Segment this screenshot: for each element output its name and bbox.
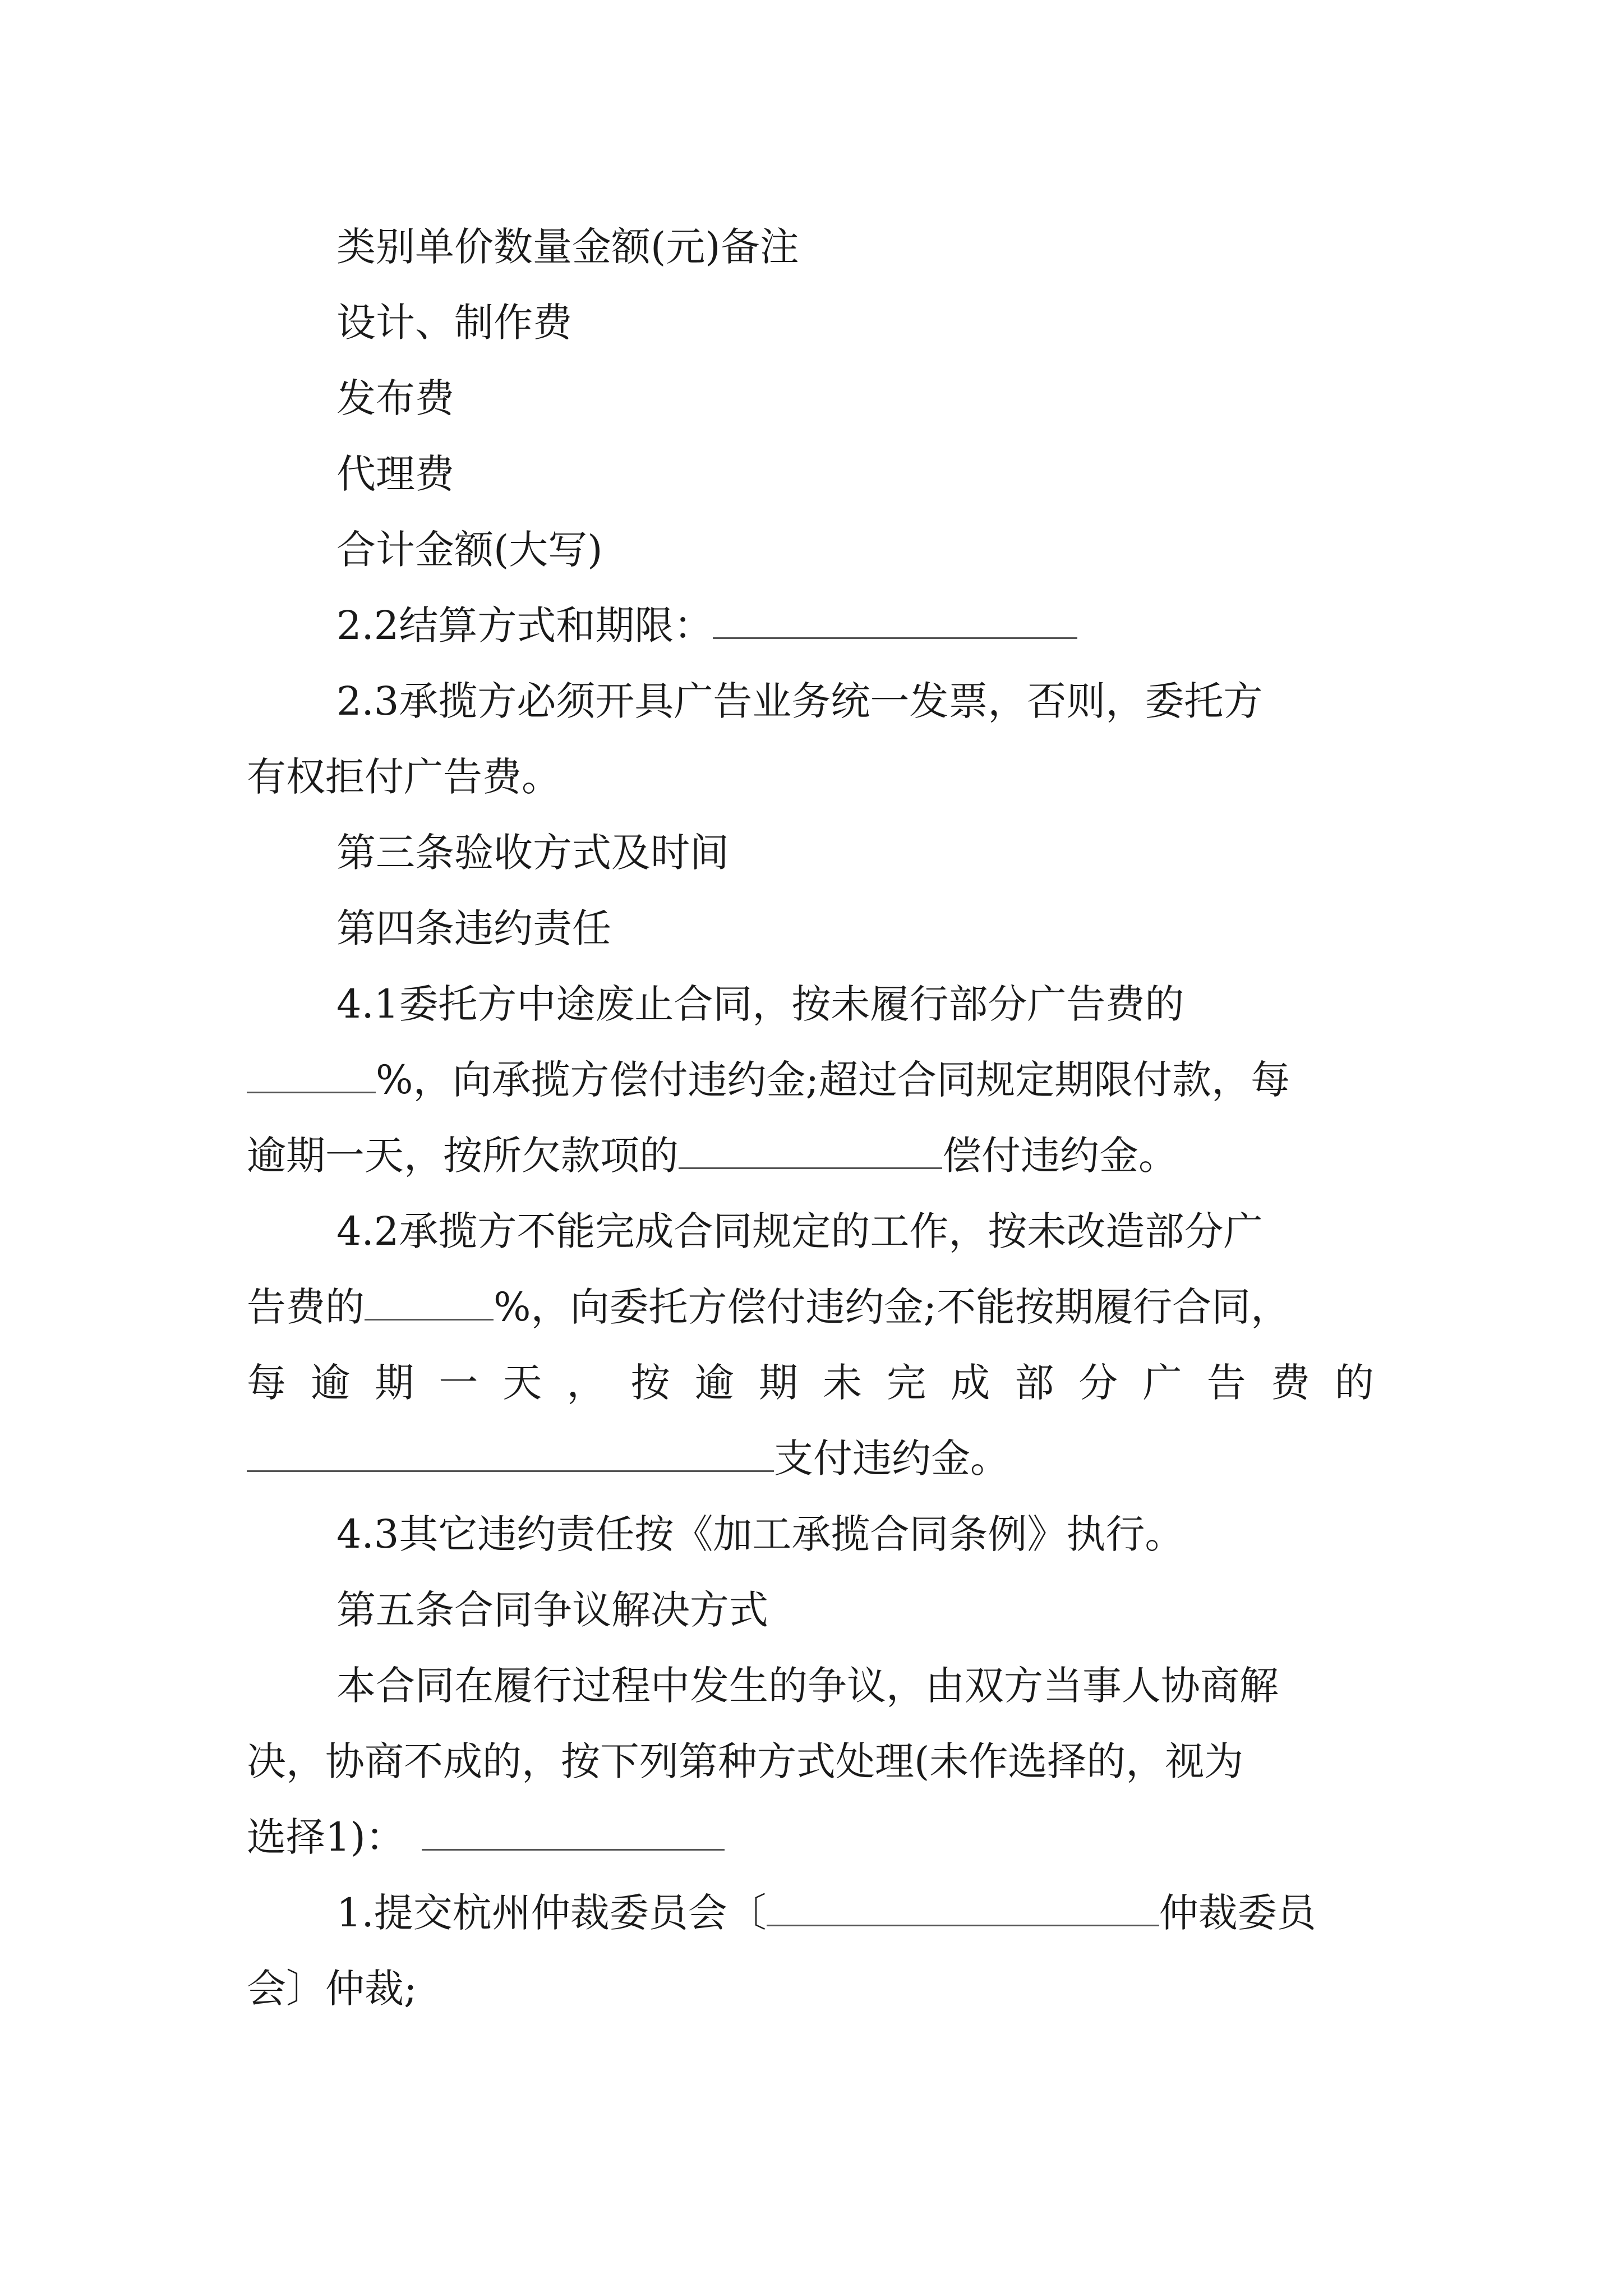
char: 广	[1142, 1360, 1182, 1406]
text: 逾期一天，按所欠款项的	[247, 1133, 679, 1179]
char: ，	[566, 1360, 606, 1406]
clause-2-3	[336, 676, 1262, 726]
char: 一	[439, 1360, 478, 1406]
text: 4.1委托方中途废止合同，按未履行部分广告费的	[336, 981, 1184, 1027]
text: 代理费	[336, 451, 454, 497]
char: 逾	[694, 1360, 734, 1406]
article-5-body-cont2	[247, 1812, 725, 1862]
char: 费	[1270, 1360, 1310, 1406]
fee-table-header	[336, 222, 799, 272]
char: 每	[247, 1360, 286, 1406]
text: 发布费	[336, 375, 454, 421]
text: 1.提交杭州仲裁委员会〔	[336, 1890, 767, 1936]
text: 会〕仲裁;	[247, 1966, 417, 2012]
char: 成	[951, 1360, 990, 1406]
text: 决，协商不成的，按下列第种方式处理(未作选择的，视为	[247, 1738, 1244, 1784]
clause-4-1-cont2	[247, 1130, 1178, 1181]
text: 支付违约金。	[774, 1435, 1009, 1481]
clause-2-2	[336, 600, 1077, 651]
fill-blank	[767, 1890, 1159, 1926]
text: 本合同在履行过程中发生的争议，由双方当事人协商解	[336, 1663, 1279, 1709]
clause-4-2-cont2	[247, 1358, 1374, 1408]
text: 设计、制作费	[336, 300, 572, 346]
char: 未	[822, 1360, 862, 1406]
fill-blank	[422, 1814, 725, 1851]
text: 偿付违约金。	[942, 1133, 1178, 1179]
text: 类别单价数量金额(元)备注	[336, 224, 799, 270]
article-4-heading	[336, 903, 611, 954]
char: 天	[502, 1360, 542, 1406]
char: 部	[1015, 1360, 1054, 1406]
text: 仲裁委员	[1159, 1890, 1316, 1936]
char: 逾	[311, 1360, 351, 1406]
fee-row-design	[336, 297, 572, 348]
fee-row-publish	[336, 373, 454, 424]
char: 的	[1334, 1360, 1374, 1406]
text: 第五条合同争议解决方式	[336, 1587, 768, 1633]
text: 第三条验收方式及时间	[336, 830, 729, 876]
clause-4-3	[336, 1509, 1184, 1559]
fill-blank	[365, 1284, 494, 1320]
fill-blank	[247, 1435, 774, 1472]
option-1-cont	[247, 1963, 417, 2014]
fill-blank	[679, 1133, 942, 1169]
text: 告费的	[247, 1284, 365, 1330]
char: 完	[887, 1360, 926, 1406]
char: 期	[758, 1360, 798, 1406]
text: 选择1)：	[247, 1814, 405, 1860]
text: 4.2承揽方不能完成合同规定的工作，按未改造部分广	[336, 1208, 1263, 1254]
text: 合计金额(大写)	[336, 527, 603, 573]
fill-blank	[713, 602, 1077, 639]
option-1	[336, 1888, 1316, 1938]
text: %，向委托方偿付违约金;不能按期履行合同，	[494, 1284, 1290, 1330]
text: 2.2结算方式和期限：	[336, 602, 713, 648]
clause-4-2-cont	[247, 1282, 1290, 1332]
article-5-body	[336, 1660, 1279, 1711]
clause-2-3-cont	[247, 752, 561, 802]
char: 按	[630, 1360, 670, 1406]
article-5-heading	[336, 1585, 768, 1635]
text: 第四条违约责任	[336, 905, 611, 951]
text: 有权拒付广告费。	[247, 754, 561, 800]
fill-blank	[247, 1057, 376, 1093]
text: %，向承揽方偿付违约金;超过合同规定期限付款，每	[376, 1057, 1290, 1103]
text: 4.3其它违约责任按《加工承揽合同条例》执行。	[336, 1511, 1184, 1557]
article-3-heading	[336, 827, 729, 878]
clause-4-2-cont3	[247, 1433, 1009, 1484]
text: 2.3承揽方必须开具广告业务统一发票，否则，委托方	[336, 678, 1263, 724]
fee-row-agency	[336, 449, 454, 499]
char: 分	[1078, 1360, 1118, 1406]
char: 告	[1206, 1360, 1246, 1406]
char: 期	[375, 1360, 414, 1406]
clause-4-1-cont	[247, 1055, 1290, 1105]
clause-4-2	[336, 1206, 1262, 1257]
article-5-body-cont	[247, 1736, 1243, 1787]
clause-4-1	[336, 979, 1184, 1029]
fee-row-total	[336, 524, 603, 575]
